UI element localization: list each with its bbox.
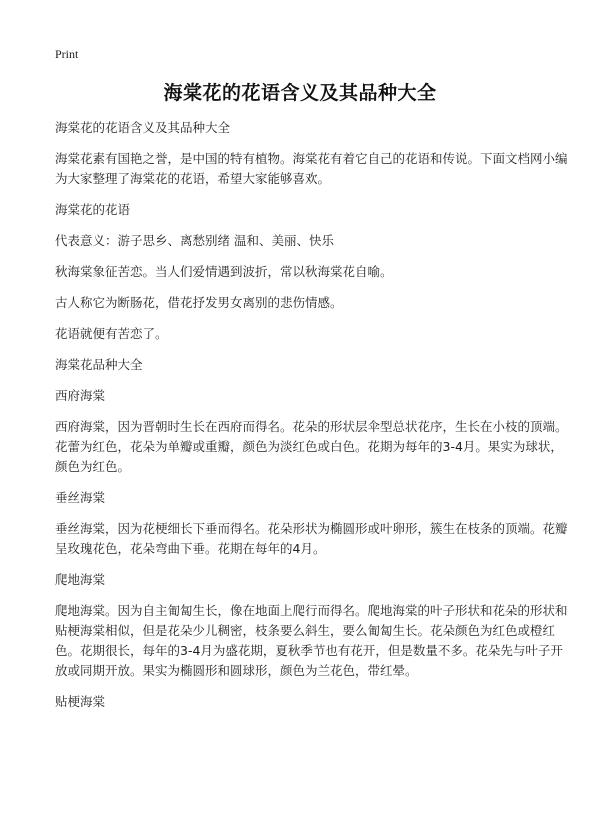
ancient-paragraph: 古人称它为断肠花，借花抒发男女离别的悲伤情感。 <box>55 295 343 310</box>
section-heading-varieties: 海棠花品种大全 <box>55 357 143 372</box>
variety-heading-tiegeng: 贴梗海棠 <box>55 694 106 709</box>
variety-heading-padi: 爬地海棠 <box>55 572 106 587</box>
variety-paragraph-xifu: 西府海棠，因为晋朝时生长在西府而得名。花朵的形状层伞型总状花序，生长在小枝的顶端。花蕾为红色，花朵为单瓣或重瓣，颜色为淡红色或白色。花期为每年的3-4月。果实为球状，颜色为红色。 <box>55 419 568 474</box>
page-title: 海棠花的花语含义及其品种大全 <box>163 82 437 104</box>
print-label: Print <box>55 47 79 61</box>
begonia-paragraph: 秋海棠象征苦恋。当人们爱情遇到波折，常以秋海棠花自喻。 <box>55 264 393 279</box>
intro-paragraph: 海棠花素有国艳之誉，是中国的特有植物。海棠花有着它自己的花语和传说。下面文档网小编为大家整理了海棠花的花语，希望大家能够喜欢。 <box>55 151 568 186</box>
document-body <box>55 118 575 723</box>
variety-heading-xifu: 西府海棠 <box>55 388 106 403</box>
variety-paragraph-chuisi: 垂丝海棠，因为花梗细长下垂而得名。花朵形状为椭圆形或叶卵形，簇生在枝条的顶端。花瓣呈玫瑰花色，花朵弯曲下垂。花期在每年的4月。 <box>55 521 568 556</box>
variety-paragraph-padi: 爬地海棠。因为自主匍匐生长，像在地面上爬行而得名。爬地海棠的叶子形状和花朵的形状和贴梗海棠相似，但是花朵少儿稠密，枝条要么斜生，要么匍匐生长。花朵颜色为红色或橙红色。花期很长，每年的3-4月为盛花期，夏秋季节也有花开，但是数量不多。花朵先与叶子开放或同期开放。果实为椭圆形和圆球形，颜色为兰花色，带红晕。 <box>55 603 568 678</box>
intro-heading: 海棠花的花语含义及其品种大全 <box>55 120 231 135</box>
variety-heading-chuisi: 垂丝海棠 <box>55 490 106 505</box>
meaning-paragraph: 代表意义：游子思乡、离愁别绪 温和、美丽、快乐 <box>55 233 334 248</box>
section-heading-flower-language: 海棠花的花语 <box>55 202 131 217</box>
bitter-love-paragraph: 花语就便有苦恋了。 <box>55 326 168 341</box>
